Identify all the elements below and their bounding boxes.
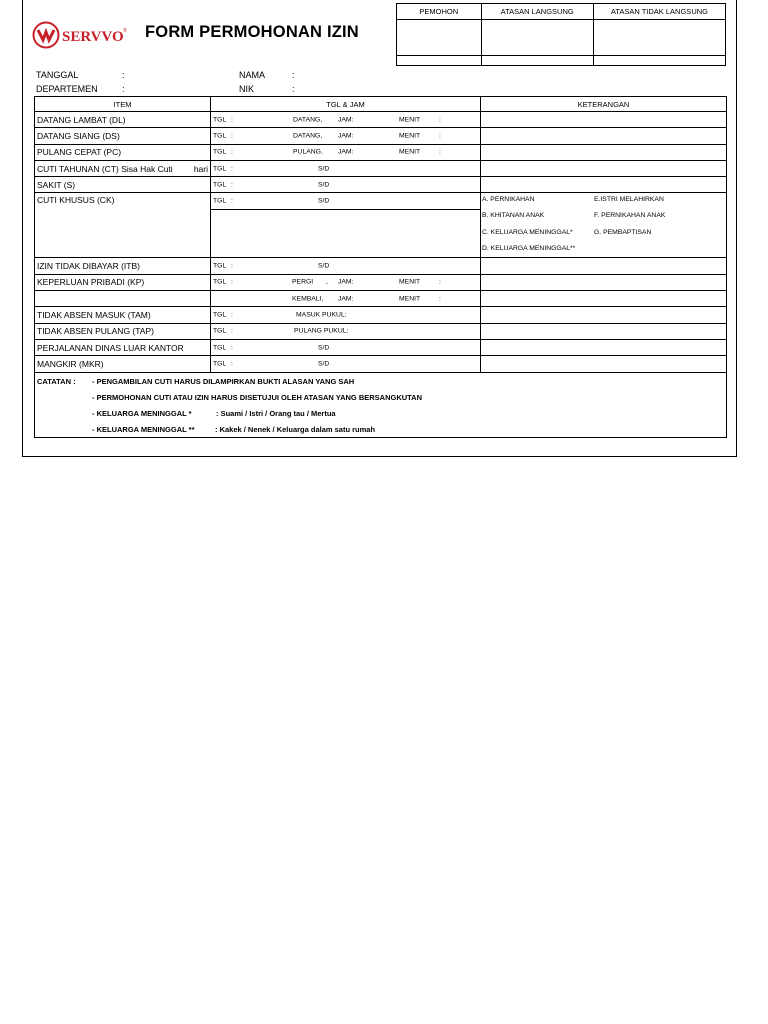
sig-header-atasan-tidak-langsung: ATASAN TIDAK LANGSUNG	[593, 4, 725, 20]
tgl-jam-cell[interactable]	[211, 112, 481, 128]
keterangan-cell[interactable]	[481, 339, 727, 355]
field-text: MENIT	[399, 148, 421, 156]
notes-label: CATATAN :	[37, 376, 76, 386]
field-text: DATANG,	[293, 132, 323, 140]
table-row	[35, 291, 727, 307]
label-nama: NAMA	[239, 70, 266, 80]
keterangan-cell[interactable]	[481, 112, 727, 128]
field-text: :	[231, 327, 233, 335]
field-text: PERGI	[292, 278, 314, 286]
keterangan-cell[interactable]	[481, 177, 727, 193]
svg-text:®: ®	[123, 28, 127, 34]
item-label: SAKIT (S)	[35, 177, 211, 193]
colon: :	[292, 84, 295, 94]
field-text: :	[231, 181, 233, 189]
item-label: KEPERLUAN PRIBADI (KP)	[35, 274, 211, 290]
tgl-jam-cell[interactable]	[211, 128, 481, 144]
field-text: TGL	[213, 197, 227, 205]
field-text: MENIT	[399, 116, 421, 124]
field-text: TGL	[213, 344, 227, 352]
tgl-jam-cell[interactable]	[211, 160, 481, 176]
header-tgl-jam: TGL & JAM	[211, 97, 481, 112]
header-keterangan: KETERANGAN	[481, 97, 727, 112]
keterangan-cell[interactable]	[481, 307, 727, 323]
item-label: DATANG SIANG (DS)	[35, 128, 211, 144]
sig-name-pemohon[interactable]	[397, 56, 482, 66]
item-unit: hari	[193, 163, 208, 174]
field-text: TGL	[213, 181, 227, 189]
field-text: :	[439, 278, 441, 286]
table-row	[35, 144, 727, 160]
field-text: :	[231, 197, 233, 205]
sig-header-pemohon: PEMOHON	[397, 4, 482, 20]
item-label: TIDAK ABSEN MASUK (TAM)	[35, 307, 211, 323]
keterangan-cell[interactable]	[481, 291, 727, 307]
field-text: TGL	[213, 165, 227, 173]
ck-option[interactable]: C. KELUARGA MENINGGAL*	[482, 229, 573, 237]
field-text: JAM:	[338, 116, 354, 124]
item-label: PULANG CEPAT (PC)	[35, 144, 211, 160]
field-text: :	[439, 148, 441, 156]
field-text: MENIT	[399, 295, 421, 303]
table-row	[35, 274, 727, 290]
keterangan-cell[interactable]	[481, 323, 727, 339]
field-text: :	[231, 132, 233, 140]
tgl-jam-cell[interactable]	[211, 177, 481, 193]
table-row	[35, 193, 727, 209]
leave-request-table	[34, 96, 727, 438]
table-row	[35, 356, 727, 372]
item-label: PERJALANAN DINAS LUAR KANTOR	[35, 339, 211, 355]
sig-header-atasan-langsung: ATASAN LANGSUNG	[481, 4, 593, 20]
item-text: CUTI TAHUNAN (CT) Sisa Hak Cuti	[37, 163, 173, 174]
field-text: :	[231, 344, 233, 352]
company-logo	[32, 20, 128, 50]
form-title: FORM PERMOHONAN IZIN	[145, 23, 359, 41]
colon: :	[122, 84, 125, 94]
item-label: IZIN TIDAK DIBAYAR (ITB)	[35, 258, 211, 274]
ck-option[interactable]: E.ISTRI MELAHIRKAN	[594, 196, 664, 204]
colon: :	[292, 70, 295, 80]
field-text: :	[231, 116, 233, 124]
ck-option[interactable]: G. PEMBAPTISAN	[594, 229, 652, 237]
field-text: MENIT	[399, 132, 421, 140]
keterangan-cell[interactable]	[481, 274, 727, 290]
item-label	[35, 160, 211, 176]
field-text: :	[231, 262, 233, 270]
field-text: TGL	[213, 148, 227, 156]
colon: :	[122, 70, 125, 80]
tgl-jam-cell[interactable]	[211, 258, 481, 274]
field-text: KEMBALI,	[292, 295, 324, 303]
field-text: S/D	[318, 181, 330, 189]
field-text: S/D	[318, 197, 330, 205]
field-text: S/D	[318, 165, 330, 173]
field-text: :	[231, 311, 233, 319]
sig-name-atasan-tidak-langsung[interactable]	[593, 56, 725, 66]
ck-option[interactable]: D. KELUARGA MENINGGAL**	[482, 245, 576, 253]
label-departemen: DEPARTEMEN	[36, 84, 98, 94]
ck-option[interactable]: B. KHITANAN ANAK	[482, 212, 545, 220]
label-nik: NIK	[239, 84, 255, 94]
note-def: : Suami / Istri / Orang tau / Mertua	[216, 408, 336, 418]
notes-row	[35, 372, 727, 437]
field-text: TGL	[213, 278, 227, 286]
note-line: - PENGAMBILAN CUTI HARUS DILAMPIRKAN BUKTI ALASAN YANG SAH	[92, 376, 355, 386]
sig-box-atasan-langsung[interactable]	[481, 20, 593, 56]
field-text: PULANG,	[293, 148, 323, 156]
field-text: TGL	[213, 116, 227, 124]
field-text: :	[231, 278, 233, 286]
note-line: - KELUARGA MENINGGAL *	[92, 408, 192, 418]
tgl-jam-cell[interactable]	[211, 307, 481, 323]
sig-name-atasan-langsung[interactable]	[481, 56, 593, 66]
field-text: MASUK PUKUL:	[296, 311, 347, 319]
ck-option[interactable]: A. PERNIKAHAN	[482, 196, 535, 204]
table-row	[35, 160, 727, 176]
field-text: :	[439, 295, 441, 303]
field-text: ,	[326, 278, 328, 286]
field-text: TGL	[213, 262, 227, 270]
field-text: JAM:	[338, 295, 354, 303]
tgl-jam-cell[interactable]	[211, 209, 481, 258]
field-text: :	[231, 148, 233, 156]
sig-box-pemohon[interactable]	[397, 20, 482, 56]
item-label	[35, 291, 211, 307]
field-text: TGL	[213, 132, 227, 140]
notes-cell	[35, 372, 727, 437]
signature-table	[396, 3, 726, 66]
tgl-jam-cell[interactable]	[211, 274, 481, 290]
field-text: TGL	[213, 311, 227, 319]
item-label: CUTI KHUSUS (CK)	[35, 193, 211, 258]
logo-text: SERVVO	[62, 29, 124, 45]
tgl-jam-cell[interactable]	[211, 356, 481, 372]
keterangan-cell[interactable]	[481, 144, 727, 160]
tgl-jam-cell[interactable]	[211, 144, 481, 160]
field-text: :	[231, 165, 233, 173]
tgl-jam-cell[interactable]	[211, 323, 481, 339]
tgl-jam-cell[interactable]	[211, 291, 481, 307]
table-row	[35, 339, 727, 355]
tgl-jam-cell[interactable]	[211, 339, 481, 355]
keterangan-cell[interactable]	[481, 258, 727, 274]
field-text: :	[439, 132, 441, 140]
field-text: JAM:	[338, 132, 354, 140]
table-row	[35, 258, 727, 274]
field-text: TGL	[213, 327, 227, 335]
keterangan-cell[interactable]	[481, 128, 727, 144]
field-text: :	[231, 360, 233, 368]
field-text: S/D	[318, 360, 330, 368]
note-line: - KELUARGA MENINGGAL **	[92, 424, 195, 434]
table-row	[35, 128, 727, 144]
keterangan-cell[interactable]	[481, 160, 727, 176]
ck-option[interactable]: F. PERNIKAHAN ANAK	[594, 212, 666, 220]
header-item: ITEM	[35, 97, 211, 112]
field-text: TGL	[213, 360, 227, 368]
table-row	[35, 112, 727, 128]
field-text: S/D	[318, 262, 330, 270]
item-label: TIDAK ABSEN PULANG (TAP)	[35, 323, 211, 339]
field-text: S/D	[318, 344, 330, 352]
field-text: JAM:	[338, 148, 354, 156]
item-label: DATANG LAMBAT (DL)	[35, 112, 211, 128]
field-text: PULANG PUKUL:	[294, 327, 349, 335]
keterangan-cell[interactable]	[481, 356, 727, 372]
field-text: JAM:	[338, 278, 354, 286]
ck-options-cell[interactable]	[481, 193, 727, 258]
table-row	[35, 177, 727, 193]
table-row	[35, 323, 727, 339]
note-line: - PERMOHONAN CUTI ATAU IZIN HARUS DISETUJUI OLEH ATASAN YANG BERSANGKUTAN	[92, 392, 423, 402]
item-label: MANGKIR (MKR)	[35, 356, 211, 372]
label-tanggal: TANGGAL	[36, 70, 79, 80]
field-text: DATANG,	[293, 116, 323, 124]
table-row	[35, 307, 727, 323]
sig-box-atasan-tidak-langsung[interactable]	[593, 20, 725, 56]
field-text: :	[439, 116, 441, 124]
note-def: : Kakek / Nenek / Keluarga dalam satu rumah	[215, 424, 376, 434]
field-text: MENIT	[399, 278, 421, 286]
tgl-jam-cell[interactable]	[211, 193, 481, 209]
